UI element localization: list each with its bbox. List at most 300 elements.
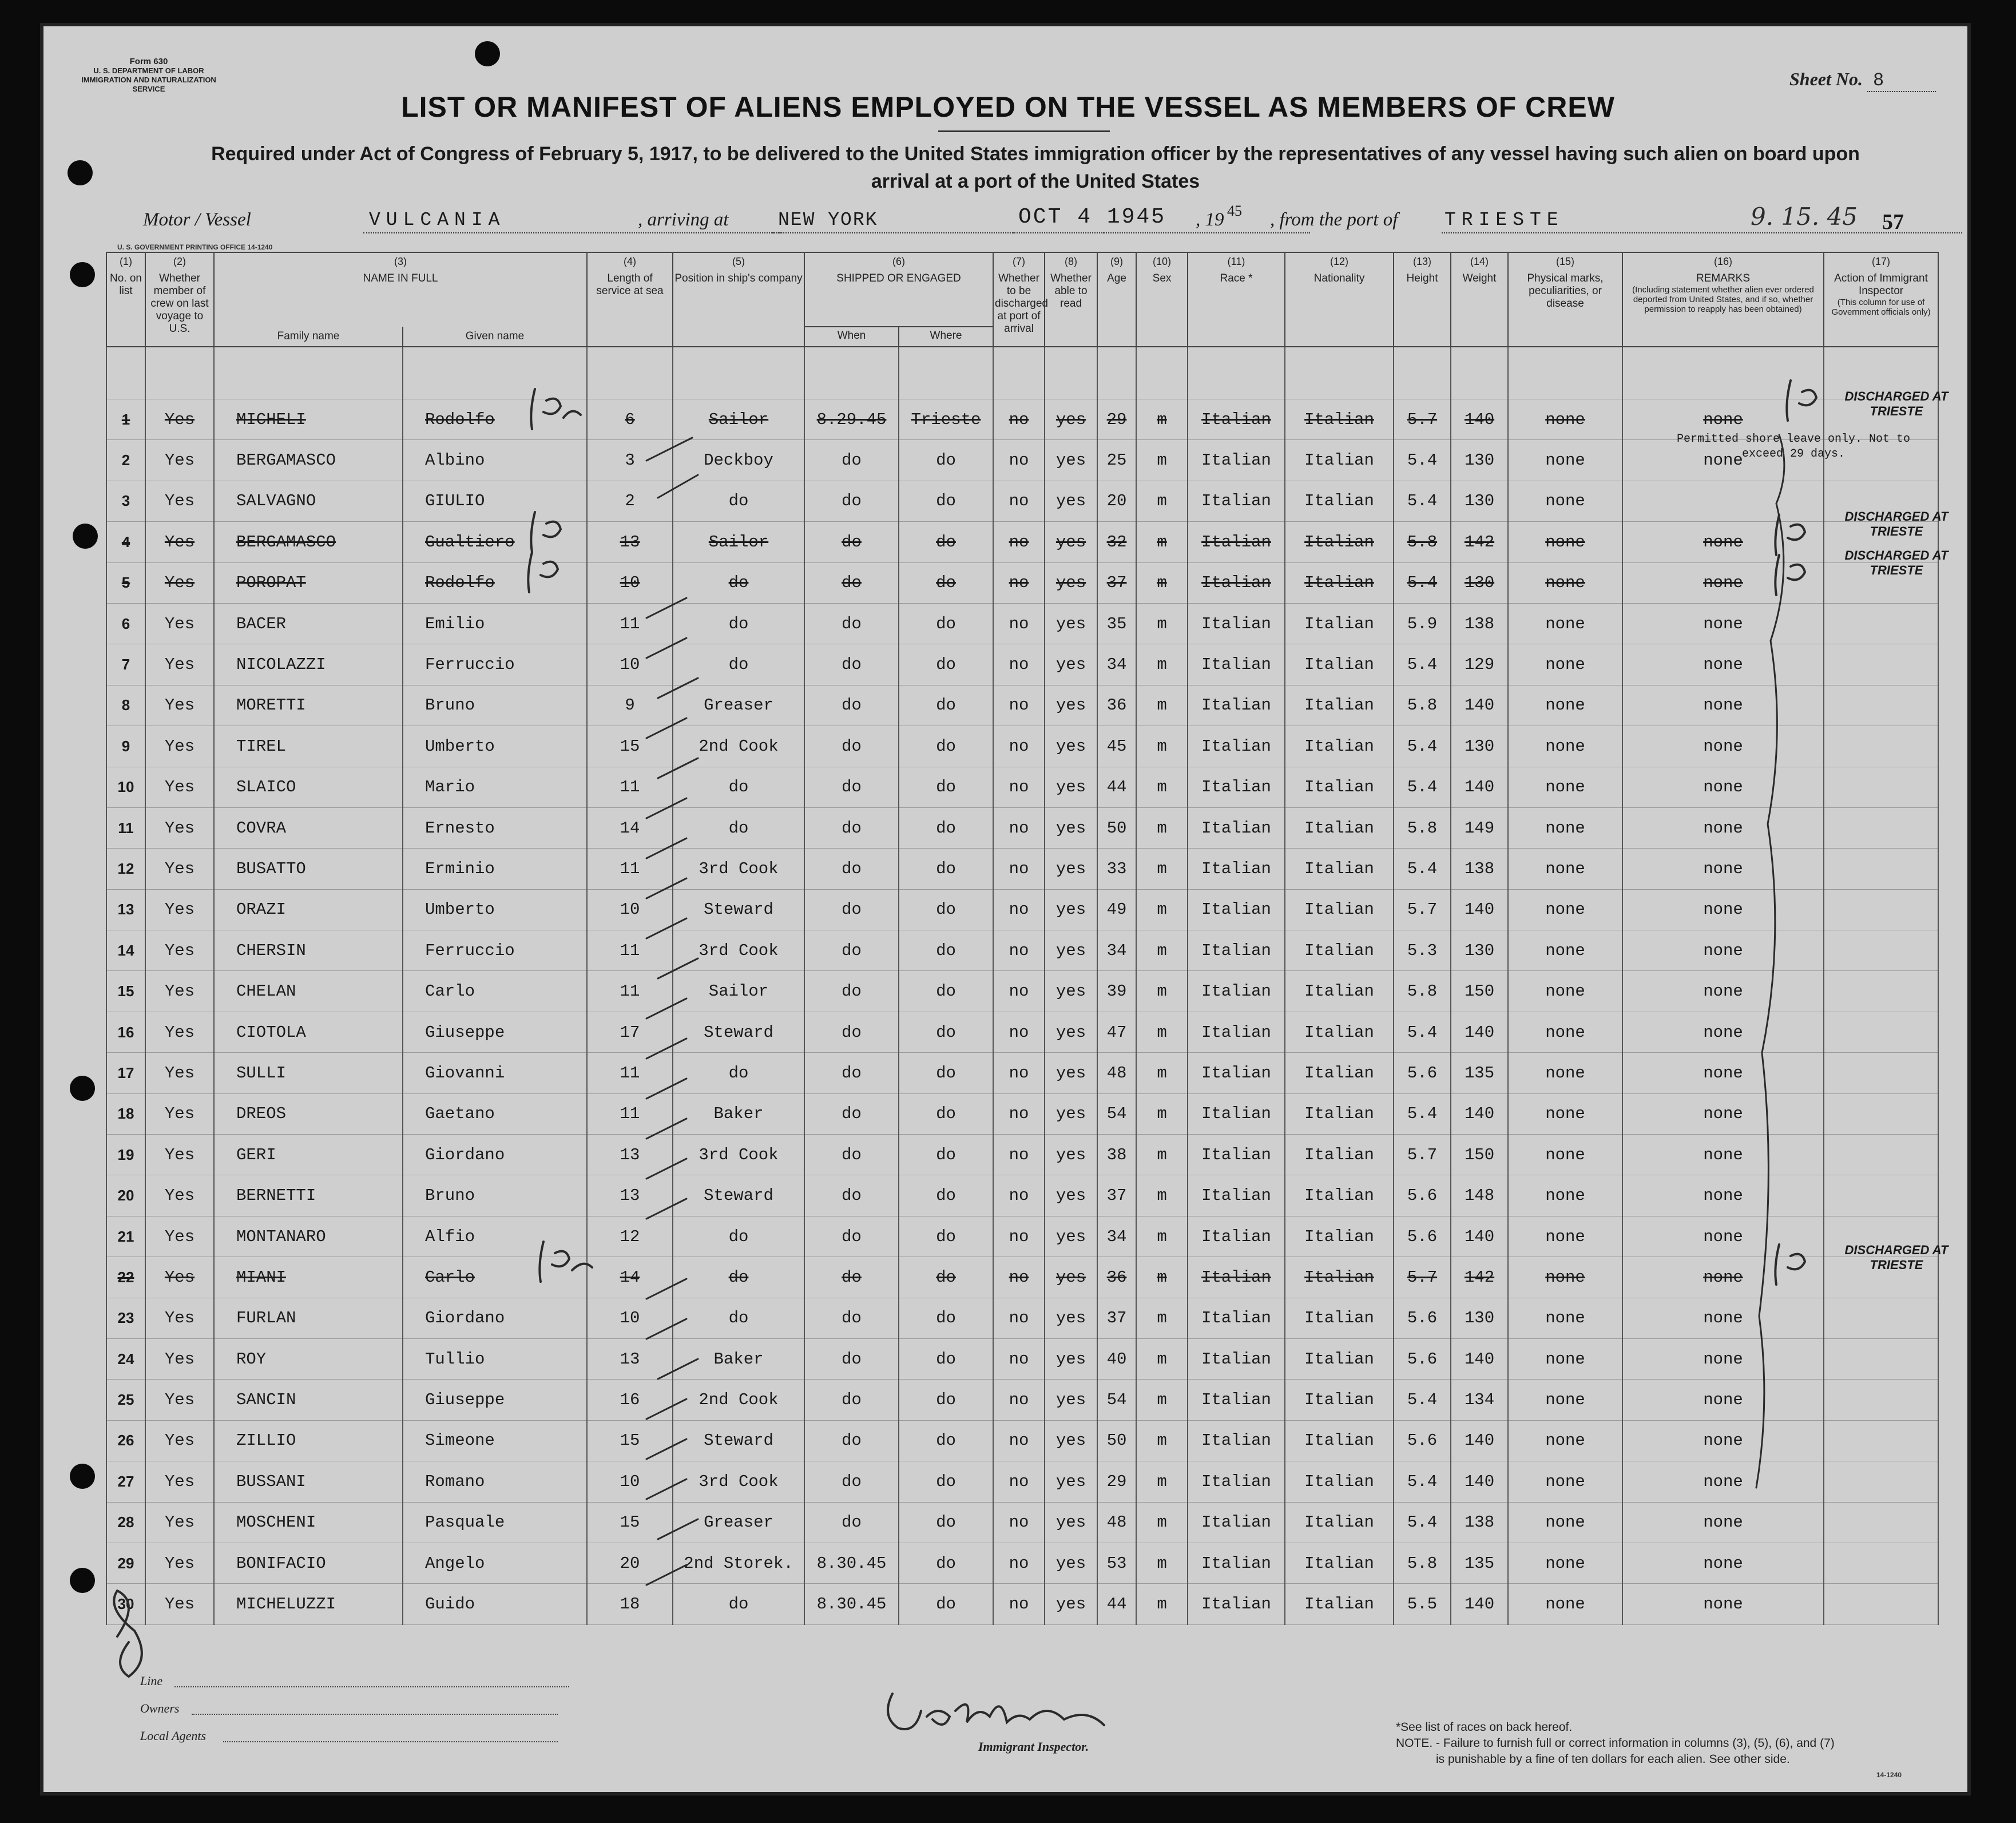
- age-cell: 36: [1097, 685, 1136, 726]
- length-of-service-cell: 14: [587, 1257, 673, 1298]
- given-name-cell: Giovanni: [403, 1053, 587, 1093]
- physical-marks-cell: none: [1508, 1380, 1622, 1420]
- able-to-read-cell: yes: [1045, 1216, 1097, 1257]
- physical-marks-cell: none: [1508, 1420, 1622, 1461]
- height-cell: 5.4: [1394, 481, 1451, 521]
- shipped-where-cell: do: [899, 644, 993, 685]
- shipped-when-cell: do: [804, 1216, 899, 1257]
- row-number-cell: 6: [106, 603, 145, 644]
- remarks-cell: none: [1622, 1584, 1824, 1624]
- physical-marks-cell: none: [1508, 971, 1622, 1012]
- length-of-service-cell: 20: [587, 1543, 673, 1583]
- height-cell: 5.8: [1394, 1543, 1451, 1583]
- col-age: (9) Age: [1097, 252, 1136, 347]
- length-of-service-cell: 15: [587, 1502, 673, 1543]
- physical-marks-cell: none: [1508, 1257, 1622, 1298]
- remarks-cell: none: [1622, 807, 1824, 848]
- given-name-cell: Giordano: [403, 1135, 587, 1175]
- remarks-cell: none: [1622, 399, 1824, 440]
- row-number-cell: 11: [106, 807, 145, 848]
- length-of-service-cell: 18: [587, 1584, 673, 1624]
- previous-crew-cell: Yes: [145, 603, 214, 644]
- previous-crew-cell: Yes: [145, 767, 214, 807]
- previous-crew-cell: Yes: [145, 889, 214, 930]
- age-cell: 25: [1097, 440, 1136, 481]
- row-number-cell: 21: [106, 1216, 145, 1257]
- discharged-cell: no: [993, 522, 1045, 562]
- footer-tally-mark: [114, 1591, 142, 1677]
- family-name-cell: COVRA: [214, 807, 403, 848]
- discharged-cell: no: [993, 1380, 1045, 1420]
- col-shipped-or-engaged: (6) SHIPPED OR ENGAGED: [804, 252, 993, 327]
- previous-crew-cell: Yes: [145, 522, 214, 562]
- col-discharged: (7) Whether to be discharged at port of arrival: [993, 252, 1045, 347]
- sex-cell: m: [1136, 1543, 1188, 1583]
- position-cell: do: [673, 603, 804, 644]
- shipped-when-cell: do: [804, 1012, 899, 1052]
- physical-marks-cell: none: [1508, 603, 1622, 644]
- previous-crew-cell: Yes: [145, 481, 214, 521]
- sex-cell: m: [1136, 726, 1188, 767]
- discharged-cell: no: [993, 1175, 1045, 1216]
- weight-cell: 134: [1451, 1380, 1508, 1420]
- discharged-cell: no: [993, 440, 1045, 481]
- race-cell: Italian: [1188, 1298, 1285, 1338]
- weight-cell: 140: [1451, 1012, 1508, 1052]
- previous-crew-cell: Yes: [145, 971, 214, 1012]
- race-cell: Italian: [1188, 1012, 1285, 1052]
- height-cell: 5.4: [1394, 767, 1451, 807]
- nationality-cell: Italian: [1285, 1012, 1394, 1052]
- position-cell: do: [673, 807, 804, 848]
- given-name-cell: Giuseppe: [403, 1380, 587, 1420]
- able-to-read-cell: yes: [1045, 1257, 1097, 1298]
- height-cell: 5.4: [1394, 849, 1451, 889]
- owners-label: Owners: [140, 1701, 180, 1715]
- physical-marks-cell: none: [1508, 1461, 1622, 1502]
- age-cell: 34: [1097, 1216, 1136, 1257]
- row-number-cell: 4: [106, 522, 145, 562]
- previous-crew-cell: Yes: [145, 1338, 214, 1379]
- family-name-cell: MIANI: [214, 1257, 403, 1298]
- col-able-to-read: (8) Whether able to read: [1045, 252, 1097, 347]
- race-cell: Italian: [1188, 685, 1285, 726]
- position-cell: Baker: [673, 1093, 804, 1134]
- length-of-service-cell: 10: [587, 562, 673, 603]
- shipped-when-cell: do: [804, 971, 899, 1012]
- row-number-cell: 23: [106, 1298, 145, 1338]
- physical-marks-cell: none: [1508, 1216, 1622, 1257]
- nationality-cell: Italian: [1285, 562, 1394, 603]
- service-check-marks: [646, 438, 698, 1585]
- discharged-cell: no: [993, 849, 1045, 889]
- able-to-read-cell: yes: [1045, 1584, 1097, 1624]
- length-of-service-cell: 11: [587, 767, 673, 807]
- inspector-initials-mark: [1775, 555, 1805, 595]
- shipped-where-cell: do: [899, 1053, 993, 1093]
- nationality-cell: Italian: [1285, 1543, 1394, 1583]
- row-number-cell: 9: [106, 726, 145, 767]
- position-cell: Greaser: [673, 685, 804, 726]
- able-to-read-cell: yes: [1045, 971, 1097, 1012]
- weight-cell: 148: [1451, 1175, 1508, 1216]
- col-where: Where: [899, 327, 993, 347]
- length-of-service-cell: 2: [587, 481, 673, 521]
- remarks-cell: none: [1622, 1420, 1824, 1461]
- physical-marks-cell: none: [1508, 1012, 1622, 1052]
- weight-cell: 140: [1451, 399, 1508, 440]
- note-fine-1: NOTE. - Failure to furnish full or correct information in columns (3), (5), (6), and (7): [1396, 1737, 1835, 1750]
- family-name-cell: MICHELI: [214, 399, 403, 440]
- family-name-cell: BERNETTI: [214, 1175, 403, 1216]
- able-to-read-cell: yes: [1045, 1502, 1097, 1543]
- sex-cell: m: [1136, 685, 1188, 726]
- age-cell: 48: [1097, 1053, 1136, 1093]
- discharged-cell: no: [993, 1584, 1045, 1624]
- able-to-read-cell: yes: [1045, 849, 1097, 889]
- family-name-cell: ORAZI: [214, 889, 403, 930]
- shipped-when-cell: do: [804, 1175, 899, 1216]
- row-number-cell: 27: [106, 1461, 145, 1502]
- row-number-cell: 7: [106, 644, 145, 685]
- able-to-read-cell: yes: [1045, 1420, 1097, 1461]
- position-cell: 3rd Cook: [673, 849, 804, 889]
- sheet-label: Sheet No.: [1789, 69, 1863, 89]
- physical-marks-cell: none: [1508, 399, 1622, 440]
- position-cell: Greaser: [673, 1502, 804, 1543]
- sex-cell: m: [1136, 1584, 1188, 1624]
- shipped-where-cell: do: [899, 562, 993, 603]
- shipped-where-cell: do: [899, 1584, 993, 1624]
- race-cell: Italian: [1188, 481, 1285, 521]
- sex-cell: m: [1136, 889, 1188, 930]
- shipped-when-cell: do: [804, 1461, 899, 1502]
- able-to-read-cell: yes: [1045, 1135, 1097, 1175]
- length-of-service-cell: 11: [587, 603, 673, 644]
- height-cell: 5.3: [1394, 930, 1451, 971]
- race-cell: Italian: [1188, 1093, 1285, 1134]
- discharged-cell: no: [993, 889, 1045, 930]
- previous-crew-cell: Yes: [145, 1461, 214, 1502]
- able-to-read-cell: yes: [1045, 807, 1097, 848]
- shipped-when-cell: do: [804, 644, 899, 685]
- age-cell: 37: [1097, 1175, 1136, 1216]
- height-cell: 5.6: [1394, 1053, 1451, 1093]
- discharged-cell: no: [993, 1135, 1045, 1175]
- discharged-cell: no: [993, 685, 1045, 726]
- line-field: [174, 1686, 569, 1687]
- line-label: Line: [140, 1674, 163, 1688]
- page-title: LIST OR MANIFEST OF ALIENS EMPLOYED ON THE VESSEL AS MEMBERS OF CREW: [401, 91, 1615, 123]
- able-to-read-cell: yes: [1045, 562, 1097, 603]
- height-cell: 5.4: [1394, 1093, 1451, 1134]
- length-of-service-cell: 10: [587, 1461, 673, 1502]
- physical-marks-cell: none: [1508, 849, 1622, 889]
- previous-crew-cell: Yes: [145, 849, 214, 889]
- annotation-row-1: DISCHARGED AT TRIESTE: [1844, 389, 1948, 418]
- shipped-where-cell: do: [899, 1135, 993, 1175]
- sex-cell: m: [1136, 971, 1188, 1012]
- initials-mark: [539, 1242, 592, 1282]
- row-number-cell: 2: [106, 440, 145, 481]
- race-cell: Italian: [1188, 399, 1285, 440]
- height-cell: 5.4: [1394, 562, 1451, 603]
- race-cell: Italian: [1188, 889, 1285, 930]
- race-cell: Italian: [1188, 807, 1285, 848]
- arriving-port: NEW YORK: [778, 209, 878, 231]
- shipped-when-cell: 8.29.45: [804, 399, 899, 440]
- footer-notes: [1396, 1719, 1835, 1767]
- remarks-cell: none: [1622, 1135, 1824, 1175]
- age-cell: 35: [1097, 603, 1136, 644]
- shipped-when-cell: do: [804, 603, 899, 644]
- age-cell: 50: [1097, 807, 1136, 848]
- height-cell: 5.4: [1394, 1012, 1451, 1052]
- length-of-service-cell: 3: [587, 440, 673, 481]
- age-cell: 50: [1097, 1420, 1136, 1461]
- shipped-where-cell: do: [899, 1420, 993, 1461]
- family-name-cell: SLAICO: [214, 767, 403, 807]
- nationality-cell: Italian: [1285, 522, 1394, 562]
- weight-cell: 138: [1451, 849, 1508, 889]
- able-to-read-cell: yes: [1045, 1543, 1097, 1583]
- row-number-cell: 30: [106, 1584, 145, 1624]
- row-number-cell: 12: [106, 849, 145, 889]
- given-name-cell: Alfio: [403, 1216, 587, 1257]
- discharged-cell: no: [993, 1257, 1045, 1298]
- family-name-cell: CHERSIN: [214, 930, 403, 971]
- sex-cell: m: [1136, 1380, 1188, 1420]
- shipped-when-cell: do: [804, 1298, 899, 1338]
- nationality-cell: Italian: [1285, 1298, 1394, 1338]
- discharged-cell: no: [993, 930, 1045, 971]
- shipped-when-cell: do: [804, 767, 899, 807]
- given-name-cell: Erminio: [403, 849, 587, 889]
- length-of-service-cell: 15: [587, 726, 673, 767]
- sex-cell: m: [1136, 1502, 1188, 1543]
- physical-marks-cell: none: [1508, 562, 1622, 603]
- discharged-cell: no: [993, 1012, 1045, 1052]
- remarks-cell: none: [1622, 1175, 1824, 1216]
- shipped-where-cell: do: [899, 685, 993, 726]
- position-cell: do: [673, 1216, 804, 1257]
- discharged-cell: no: [993, 1420, 1045, 1461]
- shipped-where-cell: do: [899, 1298, 993, 1338]
- height-cell: 5.6: [1394, 1298, 1451, 1338]
- height-cell: 5.4: [1394, 1502, 1451, 1543]
- discharged-cell: no: [993, 603, 1045, 644]
- nationality-cell: Italian: [1285, 930, 1394, 971]
- race-cell: Italian: [1188, 767, 1285, 807]
- age-cell: 54: [1097, 1093, 1136, 1134]
- given-name-cell: Simeone: [403, 1420, 587, 1461]
- given-name-cell: Giordano: [403, 1298, 587, 1338]
- sex-cell: m: [1136, 644, 1188, 685]
- remarks-cell: none: [1622, 1543, 1824, 1583]
- age-cell: 49: [1097, 889, 1136, 930]
- given-name-cell: Rodolfo: [403, 562, 587, 603]
- family-name-cell: BUSSANI: [214, 1461, 403, 1502]
- previous-crew-cell: Yes: [145, 1135, 214, 1175]
- able-to-read-cell: yes: [1045, 726, 1097, 767]
- race-cell: Italian: [1188, 726, 1285, 767]
- family-name-cell: BERGAMASCO: [214, 522, 403, 562]
- annotation-row-5: DISCHARGED AT TRIESTE: [1844, 548, 1948, 577]
- shipped-where-cell: do: [899, 767, 993, 807]
- race-cell: Italian: [1188, 1053, 1285, 1093]
- nationality-cell: Italian: [1285, 1338, 1394, 1379]
- col-nationality: (12) Nationality: [1285, 252, 1394, 347]
- sex-cell: m: [1136, 1012, 1188, 1052]
- length-of-service-cell: 13: [587, 1338, 673, 1379]
- shipped-where-cell: do: [899, 1257, 993, 1298]
- family-name-cell: MICHELUZZI: [214, 1584, 403, 1624]
- length-of-service-cell: 11: [587, 971, 673, 1012]
- age-cell: 34: [1097, 644, 1136, 685]
- family-name-cell: SANCIN: [214, 1380, 403, 1420]
- remarks-cell: none: [1622, 930, 1824, 971]
- race-cell: Italian: [1188, 522, 1285, 562]
- physical-marks-cell: none: [1508, 1053, 1622, 1093]
- height-cell: 5.4: [1394, 1380, 1451, 1420]
- col-no-on-list: (1) No. on list: [106, 252, 145, 347]
- family-name-cell: BERGAMASCO: [214, 440, 403, 481]
- given-name-cell: Angelo: [403, 1543, 587, 1583]
- nationality-cell: Italian: [1285, 399, 1394, 440]
- weight-cell: 140: [1451, 1420, 1508, 1461]
- given-name-cell: Bruno: [403, 1175, 587, 1216]
- previous-crew-cell: Yes: [145, 1298, 214, 1338]
- height-cell: 5.7: [1394, 1135, 1451, 1175]
- remarks-cell: none: [1622, 889, 1824, 930]
- shipped-when-cell: do: [804, 1502, 899, 1543]
- race-cell: Italian: [1188, 1461, 1285, 1502]
- previous-crew-cell: Yes: [145, 440, 214, 481]
- length-of-service-cell: 15: [587, 1420, 673, 1461]
- height-cell: 5.8: [1394, 971, 1451, 1012]
- given-name-cell: Guido: [403, 1584, 587, 1624]
- col-race: (11) Race *: [1188, 252, 1285, 347]
- position-cell: 2nd Cook: [673, 726, 804, 767]
- subtitle-line-2: arrival at a port of the United States: [871, 171, 1200, 192]
- weight-cell: 142: [1451, 1257, 1508, 1298]
- previous-crew-cell: Yes: [145, 399, 214, 440]
- col-previous-crew: (2) Whether member of crew on last voyage to U.S.: [145, 252, 214, 347]
- col-weight: (14) Weight: [1451, 252, 1508, 347]
- length-of-service-cell: 9: [587, 685, 673, 726]
- shipped-where-cell: do: [899, 1093, 993, 1134]
- previous-crew-cell: Yes: [145, 1053, 214, 1093]
- length-of-service-cell: 6: [587, 399, 673, 440]
- vessel-prefix: Motor / Vessel: [143, 209, 251, 230]
- given-name-cell: Giuseppe: [403, 1012, 587, 1052]
- position-cell: Steward: [673, 1420, 804, 1461]
- shipped-where-cell: do: [899, 1461, 993, 1502]
- family-name-cell: BONIFACIO: [214, 1543, 403, 1583]
- length-of-service-cell: 10: [587, 889, 673, 930]
- position-cell: do: [673, 1053, 804, 1093]
- family-name-cell: NICOLAZZI: [214, 644, 403, 685]
- shipped-when-cell: do: [804, 1420, 899, 1461]
- race-cell: Italian: [1188, 644, 1285, 685]
- given-name-cell: Emilio: [403, 603, 587, 644]
- nationality-cell: Italian: [1285, 1175, 1394, 1216]
- age-cell: 32: [1097, 522, 1136, 562]
- remarks-cell: none: [1622, 603, 1824, 644]
- length-of-service-cell: 13: [587, 1175, 673, 1216]
- able-to-read-cell: yes: [1045, 767, 1097, 807]
- weight-cell: 150: [1451, 1135, 1508, 1175]
- sex-cell: m: [1136, 481, 1188, 521]
- nationality-cell: Italian: [1285, 726, 1394, 767]
- race-cell: Italian: [1188, 1175, 1285, 1216]
- position-cell: 3rd Cook: [673, 930, 804, 971]
- shipped-where-cell: do: [899, 481, 993, 521]
- shipped-when-cell: do: [804, 685, 899, 726]
- nationality-cell: Italian: [1285, 1380, 1394, 1420]
- length-of-service-cell: 11: [587, 1093, 673, 1134]
- weight-cell: 135: [1451, 1543, 1508, 1583]
- given-name-cell: Rodolfo: [403, 399, 587, 440]
- previous-crew-cell: Yes: [145, 1257, 214, 1298]
- row-number-cell: 22: [106, 1257, 145, 1298]
- shipped-where-cell: do: [899, 1338, 993, 1379]
- weight-cell: 149: [1451, 807, 1508, 848]
- physical-marks-cell: none: [1508, 1175, 1622, 1216]
- position-cell: do: [673, 1584, 804, 1624]
- sheet-number: 8: [1867, 70, 1936, 92]
- col-name-in-full: (3) NAME IN FULL: [214, 252, 587, 327]
- remarks-cell: none: [1622, 1338, 1824, 1379]
- able-to-read-cell: yes: [1045, 1175, 1097, 1216]
- race-cell: Italian: [1188, 562, 1285, 603]
- sex-cell: m: [1136, 1338, 1188, 1379]
- initials-mark: [528, 552, 558, 592]
- remarks-cell: none: [1622, 1257, 1824, 1298]
- height-cell: 5.6: [1394, 1420, 1451, 1461]
- race-cell: Italian: [1188, 1420, 1285, 1461]
- row-number-cell: 8: [106, 685, 145, 726]
- given-name-cell: Ferruccio: [403, 930, 587, 971]
- local-agents-label: Local Agents: [140, 1729, 207, 1743]
- shipped-when-cell: 8.30.45: [804, 1543, 899, 1583]
- discharged-cell: no: [993, 971, 1045, 1012]
- age-cell: 29: [1097, 399, 1136, 440]
- remarks-cell: none: [1622, 726, 1824, 767]
- row-number-cell: 1: [106, 399, 145, 440]
- age-cell: 37: [1097, 1298, 1136, 1338]
- weight-cell: 140: [1451, 767, 1508, 807]
- able-to-read-cell: yes: [1045, 1298, 1097, 1338]
- height-cell: 5.7: [1394, 889, 1451, 930]
- row-number-cell: 26: [106, 1420, 145, 1461]
- nationality-cell: Italian: [1285, 685, 1394, 726]
- position-cell: Steward: [673, 1175, 804, 1216]
- race-cell: Italian: [1188, 1135, 1285, 1175]
- nationality-cell: Italian: [1285, 767, 1394, 807]
- row-number-cell: 17: [106, 1053, 145, 1093]
- remarks-cell: none: [1622, 1461, 1824, 1502]
- weight-cell: 142: [1451, 522, 1508, 562]
- sex-cell: m: [1136, 603, 1188, 644]
- weight-cell: 130: [1451, 440, 1508, 481]
- age-cell: 47: [1097, 1012, 1136, 1052]
- physical-marks-cell: none: [1508, 440, 1622, 481]
- able-to-read-cell: yes: [1045, 1012, 1097, 1052]
- position-cell: Steward: [673, 889, 804, 930]
- shipped-where-cell: do: [899, 1012, 993, 1052]
- remarks-cell: none: [1622, 1216, 1824, 1257]
